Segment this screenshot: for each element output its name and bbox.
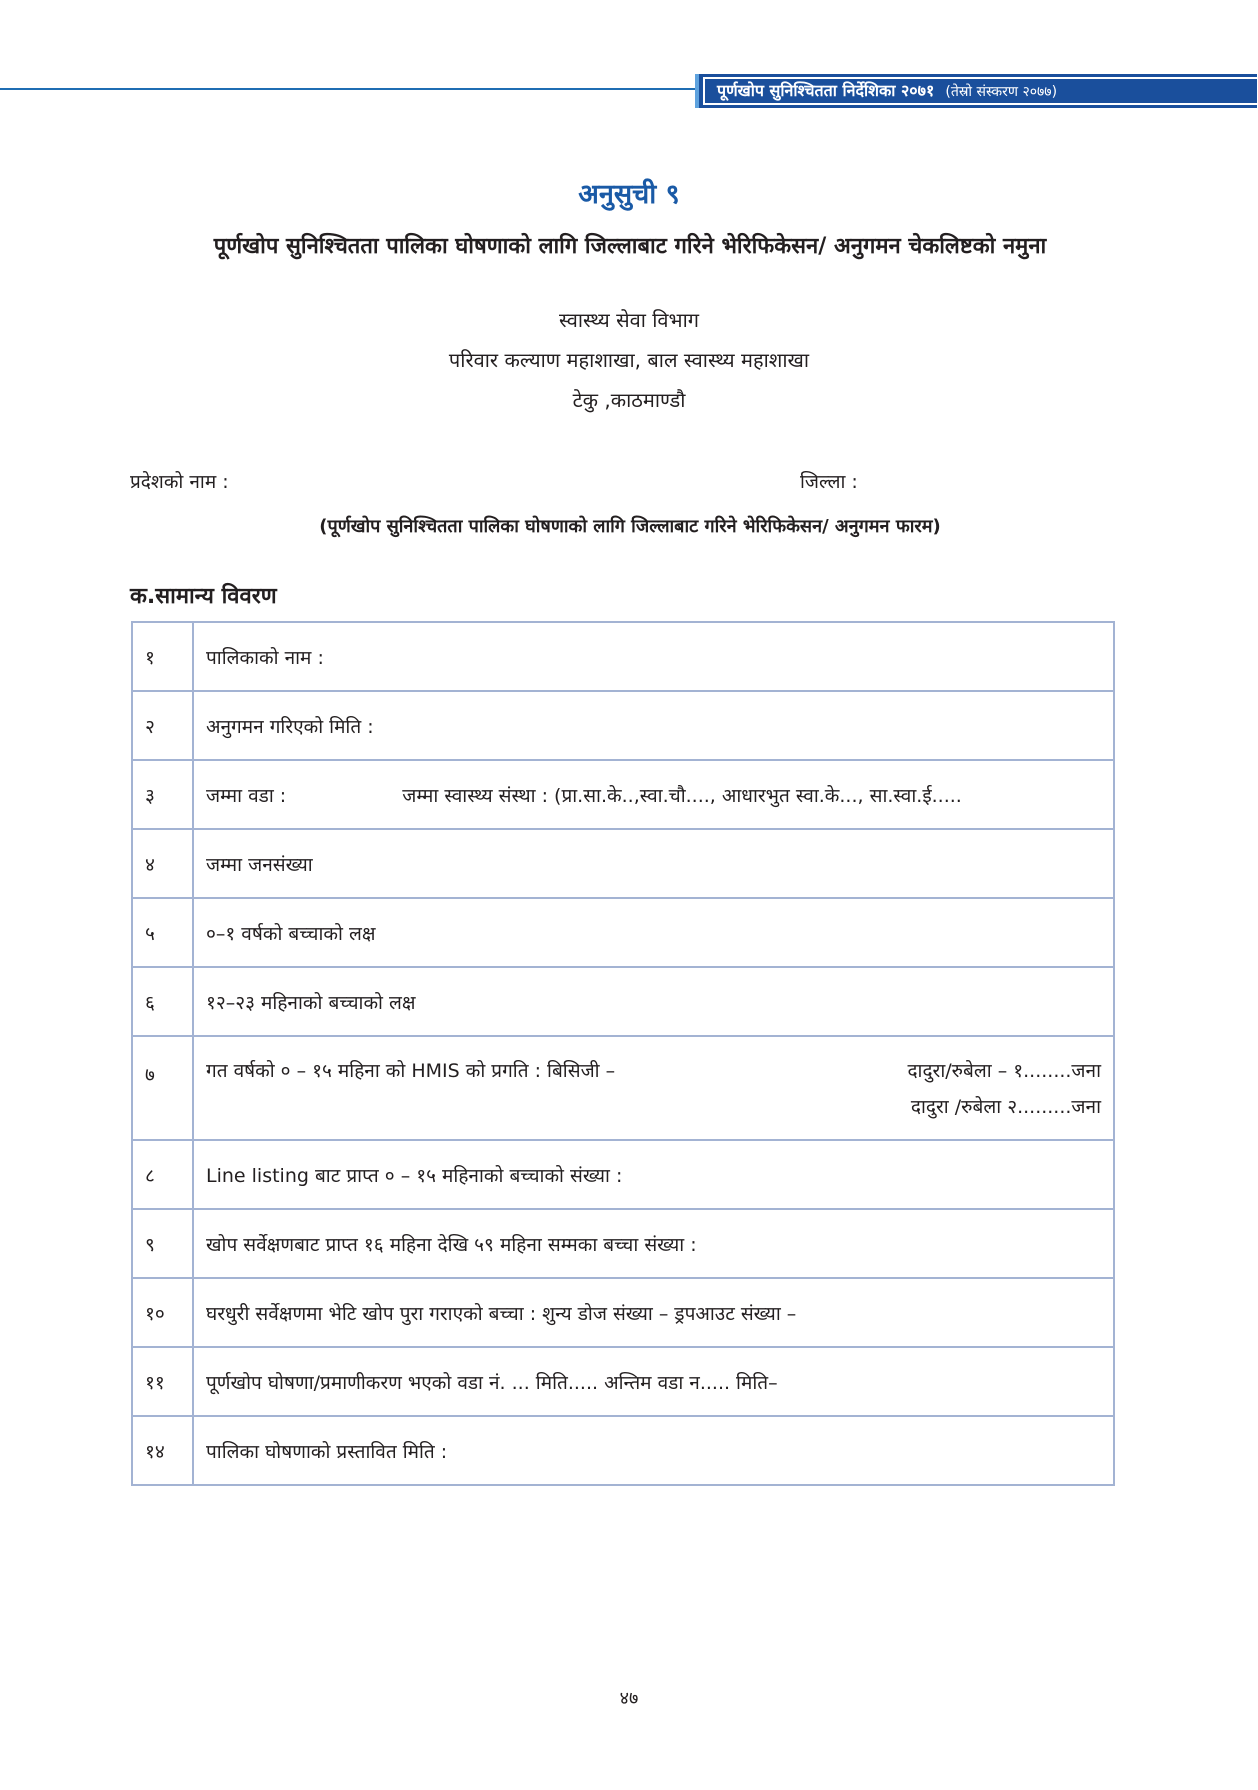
row-number: ५ <box>132 898 193 967</box>
row-number: ११ <box>132 1347 193 1416</box>
row-number: ६ <box>132 967 193 1036</box>
org-line-3: टेकु ,काठमाण्डौ <box>572 388 686 412</box>
row-text: पालिका घोषणाको प्रस्तावित मिति : <box>193 1416 1114 1485</box>
table-row <box>132 967 1114 1036</box>
main-title: पूर्णखोप सुनिश्चितता पालिका घोषणाको लागि जिल्लाबाट गरिने भेरिफिकेसन/ अनुगमन चेकलिष्टको नमुना <box>213 234 1047 259</box>
province-label: प्रदेशको नाम : <box>130 471 229 493</box>
table-row <box>132 1278 1114 1347</box>
row-number: ९ <box>132 1209 193 1278</box>
page-number: ४७ <box>619 1688 639 1709</box>
form-subtitle: (पूर्णखोप सुनिश्चितता पालिका घोषणाको लागि जिल्लाबाट गरिने भेरिफिकेसन/ अनुगमन फारम) <box>319 516 941 537</box>
table-row <box>132 898 1114 967</box>
org-line-2: परिवार कल्याण महाशाखा, बाल स्वास्थ्य महाशाखा <box>448 348 810 372</box>
row-number: १४ <box>132 1416 193 1485</box>
table-row <box>132 1347 1114 1416</box>
header-rule <box>0 88 698 90</box>
header-title: पूर्णखोप सुनिश्चितता निर्देशिका २०७१ <box>717 81 935 100</box>
row-number: ८ <box>132 1140 193 1209</box>
row-text: जम्मा वडा : <box>206 784 287 807</box>
row-text: पूर्णखोप घोषणा/प्रमाणीकरण भएको वडा नं. ... मिति..... अन्तिम वडा न..... मिति– <box>193 1347 1114 1416</box>
row-number: ४ <box>132 829 193 898</box>
row-text: घरधुरी सर्वेक्षणमा भेटि खोप पुरा गराएको बच्चा : शुन्य डोज संख्या – ड्रपआउट संख्या – <box>193 1278 1114 1347</box>
table-row <box>132 1416 1114 1485</box>
table-row <box>132 1209 1114 1278</box>
annex-title: अनुसुची ९ <box>578 179 680 210</box>
header-edition: (तेस्रो संस्करण २०७७) <box>945 84 1058 100</box>
header-banner <box>695 74 1257 108</box>
row-text: अनुगमन गरिएको मिति : <box>193 691 1114 760</box>
row-text: ०–१ वर्षको बच्चाको लक्ष <box>193 898 1114 967</box>
table-row <box>132 1036 1114 1140</box>
table-row <box>132 622 1114 691</box>
row-number: १० <box>132 1278 193 1347</box>
table-row <box>132 829 1114 898</box>
row-text: १२–२३ महिनाको बच्चाको लक्ष <box>193 967 1114 1036</box>
row-text-secondary: जम्मा स्वास्थ्य संस्था : (प्रा.सा.के..,स्वा.चौ...., आधारभुत स्वा.के..., सा.स्वा.ई..... <box>402 784 962 807</box>
row-right-2: दादुरा /रुबेला २.........जना <box>910 1096 1101 1118</box>
row-text: खोप सर्वेक्षणबाट प्राप्त १६ महिना देखि ५९ महिना सम्मका बच्चा संख्या : <box>193 1209 1114 1278</box>
table-row <box>132 1140 1114 1209</box>
row-text: जम्मा जनसंख्या <box>193 829 1114 898</box>
row-text: पालिकाको नाम : <box>193 622 1114 691</box>
table-row <box>132 691 1114 760</box>
row-number: ७ <box>132 1036 193 1140</box>
district-label: जिल्ला : <box>800 471 858 493</box>
section-title: क.सामान्य विवरण <box>130 584 277 609</box>
row-right-1: दादुरा/रुबेला – १........जना <box>907 1060 1101 1082</box>
row-number: ३ <box>132 760 193 829</box>
details-table <box>131 621 1115 1486</box>
row-text: Line listing बाट प्राप्त ० – १५ महिनाको बच्चाको संख्या : <box>193 1140 1114 1209</box>
row-number: २ <box>132 691 193 760</box>
row-number: १ <box>132 622 193 691</box>
table-row <box>132 760 1114 829</box>
org-line-1: स्वास्थ्य सेवा विभाग <box>558 308 700 332</box>
row-text: गत वर्षको ० – १५ महिना को HMIS को प्रगति : बिसिजी – <box>206 1060 616 1082</box>
